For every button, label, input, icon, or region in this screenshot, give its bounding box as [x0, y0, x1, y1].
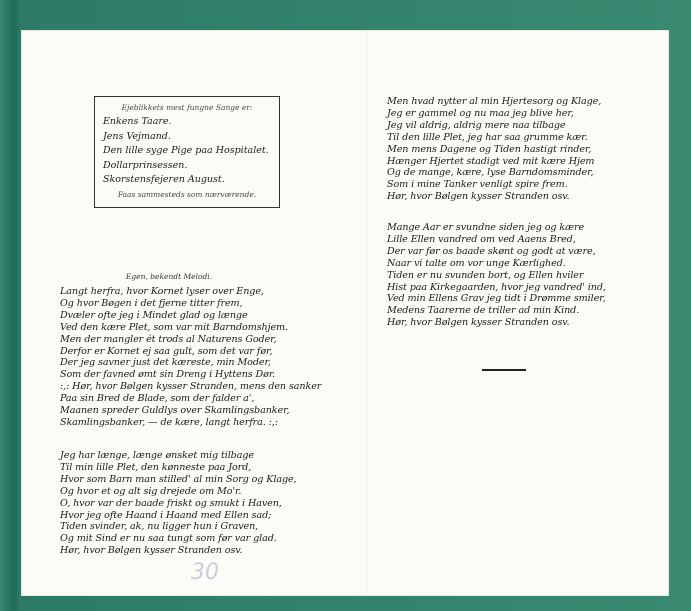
verse-line: Men mens Dagene og Tiden hastigt rinder, — [387, 143, 592, 155]
verse-line: Hvor jeg ofte Haand i Haand med Ellen sad; — [60, 509, 272, 521]
songbook-spread — [21, 30, 669, 596]
verse-line: :,: Hør, hvor Bølgen kysser Stranden, mens den sanker — [60, 381, 322, 393]
page-fold — [366, 30, 367, 596]
verse-line: Maanen spreder Guldlys over Skamlingsbanker, — [60, 405, 290, 417]
verse-line: Mange Aar er svundne siden jeg og kære — [387, 222, 585, 233]
verse-line: Medens Taarerne de triller ad min Kind. — [387, 305, 580, 317]
song-item: Enkens Taare. — [103, 116, 172, 127]
stanza-4 — [387, 222, 606, 329]
verse-line: Jeg er gammel og nu maa jeg blive her, — [387, 107, 574, 119]
verse-line: Hænger Hjertet stadigt ved mit kære Hjem — [387, 155, 595, 167]
verse-line: Og mit Sind er nu saa tungt som før var glad. — [60, 533, 277, 545]
popular-songs-box — [94, 96, 280, 208]
verse-line: Til den lille Plet, jeg har saa grumme kær. — [387, 131, 588, 143]
verse-line: Og hvor Bøgen i det fjerne titter frem, — [60, 297, 243, 309]
verse-line: Som der favned ømt sin Dreng i Hyttens Dør. — [60, 369, 276, 381]
box-footer: Faas sammesteds som nærværende. — [117, 189, 257, 199]
verse-line: Hør, hvor Bølgen kysser Stranden osv. — [387, 191, 570, 203]
verse-line: Og de mange, kære, lyse Barndomsminder, — [387, 167, 594, 179]
verse-line: Jeg vil aldrig, aldrig mere naa tilbage — [387, 119, 566, 131]
verse-line: Der jeg savner just det kæreste, min Moder, — [60, 357, 271, 369]
melody-note: Egen, bekendt Melodi. — [125, 272, 213, 281]
song-item: Dollarprinsessen. — [103, 159, 188, 171]
verse-line: Til min lille Plet, den kønneste paa Jord, — [60, 461, 252, 473]
verse-line: Derfor er Kornet ej saa gult, som det var før, — [60, 345, 273, 357]
verse-line: Hør, hvor Bølgen kysser Stranden osv. — [387, 317, 570, 329]
verse-line: Og hvor et og alt sig drejede om Mo'r. — [60, 485, 242, 497]
stanza-3 — [387, 96, 601, 203]
page-number: 30 — [191, 560, 219, 585]
song-list — [103, 115, 271, 188]
verse-line: Hvor som Barn man stilled' al min Sorg og Klage, — [60, 473, 297, 485]
verse-line: Dvæler ofte jeg i Mindet glad og længe — [60, 309, 248, 321]
verse-line: Hør, hvor Bølgen kysser Stranden osv. — [60, 545, 243, 557]
verse-line: Men der mangler ét trods al Naturens Goder, — [60, 333, 277, 345]
verse-line: Langt herfra, hvor Kornet lyser over Enge, — [60, 286, 264, 297]
verse-line: Hist paa Kirkegaarden, hvor jeg vandred' ind, — [387, 281, 606, 293]
end-divider — [482, 369, 526, 371]
verse-line: Tiden er nu svunden bort, og Ellen hviler — [387, 269, 584, 281]
song-item: Skorstensfejeren August. — [103, 174, 225, 185]
song-item: Jens Vejmand. — [103, 130, 171, 142]
verse-line: Som i mine Tanker venligt spire frem. — [387, 179, 568, 191]
box-heading: Ejeblikkets mest fungne Sange er: — [121, 103, 253, 112]
verse-line: Ved den kære Plet, som var mit Barndomshjem. — [60, 321, 289, 333]
stanza-2 — [60, 450, 297, 557]
verse-line: Jeg har længe, længe ønsket mig tilbage — [60, 450, 254, 461]
verse-line: O, hvor var der baade friskt og smukt i Haven, — [60, 497, 282, 509]
song-item: Den lille syge Pige paa Hospitalet. — [103, 145, 269, 156]
verse-line: Men hvad nytter al min Hjertesorg og Klage, — [387, 96, 602, 107]
verse-line: Skamlingsbanker, — de kære, langt herfra. :,: — [60, 416, 278, 428]
verse-line: Lille Ellen vandred om ved Aaens Bred, — [387, 233, 576, 245]
verse-line: Paa sin Bred de Blade, som der falder a', — [60, 393, 255, 405]
stanza-1 — [60, 286, 321, 429]
verse-line: Ved min Ellens Grav jeg tidt i Drømme smiler, — [387, 293, 606, 305]
verse-line: Naar vi talte om vor unge Kærlighed. — [387, 257, 566, 269]
verse-line: Der var før os baade skønt og godt at være, — [387, 245, 596, 257]
verse-line: Tiden svinder, ak, nu ligger hun i Graven, — [60, 521, 259, 533]
